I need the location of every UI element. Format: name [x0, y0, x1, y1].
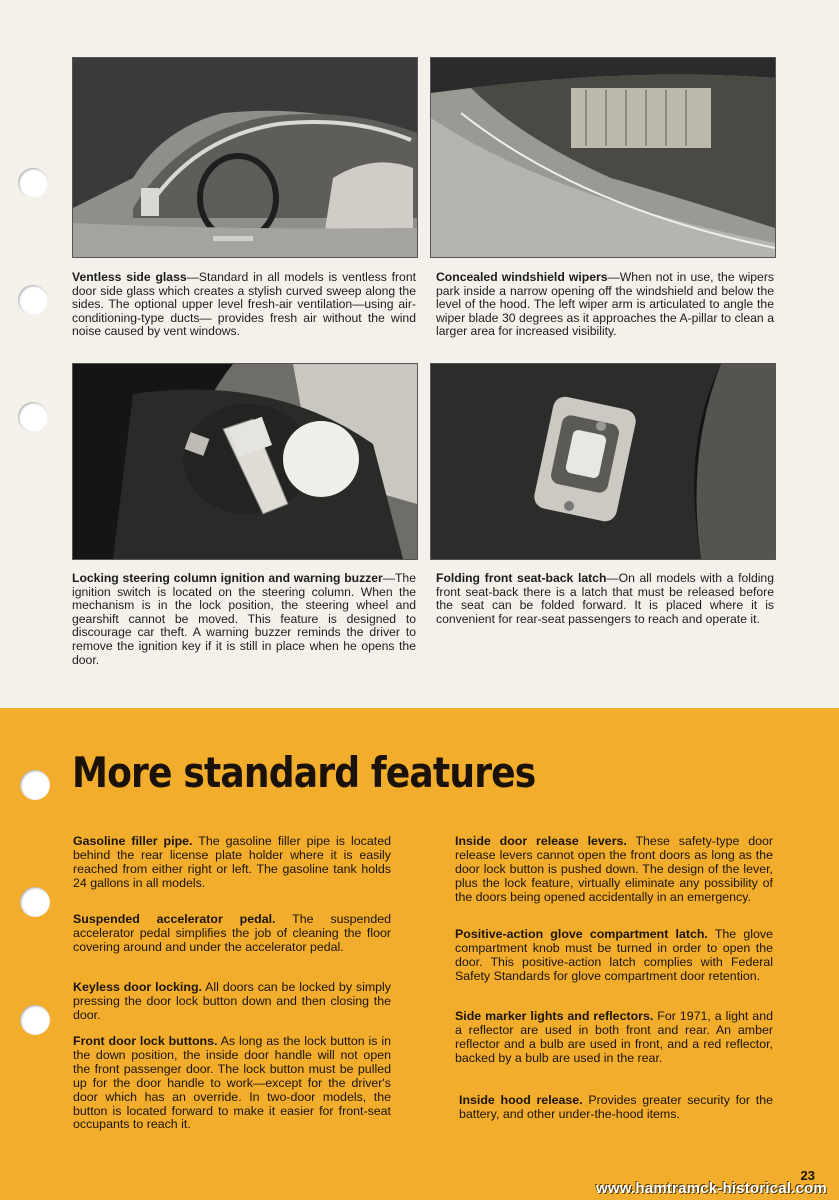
caption-body: —On all models with a folding front seat-back there is a latch that must be released before the seat can be folded forward. It is placed where it is convenient for rear-seat passengers to reach and operate it. — [436, 571, 774, 626]
feature-title: Inside hood release. — [459, 1093, 583, 1107]
watermark-credit: www.hamtramck-historical.com — [596, 1180, 827, 1197]
feature-title: Suspended accelerator pedal. — [73, 912, 276, 926]
feature-inside-door-release-levers — [455, 835, 773, 905]
feature-title: Inside door release levers. — [455, 834, 627, 848]
feature-body: For 1971, a light and a reflector are used in both front and rear. An amber reflector and a bulb are used in front, and a red reflector, backed by a bulb are used in the rear. — [455, 1009, 773, 1065]
binder-hole — [20, 1005, 50, 1035]
caption-body: —The ignition switch is located on the steering column. When the mechanism is in the lock position, the steering wheel and gearshift cannot be moved. This feature is designed to discourage car theft. A warning buzzer reminds the driver to remove the ignition key if it is still in place when he opens the door. — [72, 571, 416, 667]
section-heading: More standard features — [72, 748, 536, 797]
caption-ventless-side-glass — [72, 271, 416, 339]
feature-title: Keyless door locking. — [73, 980, 202, 994]
feature-gasoline-filler-pipe — [73, 835, 391, 891]
binder-hole — [20, 770, 50, 800]
feature-title: Positive-action glove compartment latch. — [455, 927, 708, 941]
feature-glove-compartment-latch — [455, 928, 773, 984]
feature-body: The suspended accelerator pedal simplifies the job of cleaning the floor covering around and under the accelerator pedal. — [73, 912, 391, 954]
binder-hole — [18, 168, 48, 198]
caption-title: Ventless side glass — [72, 270, 187, 284]
feature-body: All doors can be locked by simply pressing the door lock button down and then closing the door. — [73, 980, 392, 1022]
photo-ventless-side-glass — [72, 57, 418, 258]
photo-steering-column-ignition — [72, 363, 418, 560]
page-number: 23 — [800, 1168, 815, 1183]
feature-side-marker-lights — [455, 1010, 773, 1066]
feature-title: Side marker lights and reflectors. — [455, 1009, 654, 1023]
caption-title: Locking steering column ignition and warning buzzer — [72, 571, 383, 585]
binder-hole — [18, 285, 48, 315]
feature-front-door-lock-buttons — [73, 1035, 391, 1132]
feature-body: As long as the lock button is in the down position, the inside door handle will not open the front passenger door. The lock button must be pulled up for the door handle to work—except for the driver's door which has an override. In two-door models, the button is located forward to make it easier for front-seat occupants to reach it. — [73, 1034, 391, 1132]
binder-hole — [18, 402, 48, 432]
feature-suspended-accelerator-pedal — [73, 913, 391, 955]
caption-body: —Standard in all models is ventless front door side glass which creates a stylish curved sweep along the sides. The optional upper level fresh-air ventilation—using air-conditioning-type ducts— provides fresh air without the wind noise caused by vent windows. — [72, 270, 416, 339]
caption-title: Concealed windshield wipers — [436, 270, 608, 284]
feature-title: Gasoline filler pipe. — [73, 834, 193, 848]
photo-concealed-wipers — [430, 57, 776, 258]
feature-body: Provides greater security for the battery, and other under-the-hood items. — [459, 1093, 773, 1121]
caption-steering-column-ignition — [72, 572, 416, 667]
caption-seat-back-latch — [436, 572, 774, 626]
caption-body: —When not in use, the wipers park inside a narrow opening off the windshield and below the level of the hood. The left wiper arm is articulated to angle the wiper blade 30 degrees as it approaches the A-pillar to clean a larger area for increased visibility. — [436, 270, 774, 339]
feature-title: Front door lock buttons. — [73, 1034, 218, 1048]
photo-seat-back-latch — [430, 363, 776, 560]
feature-body: These safety-type door release levers cannot open the front doors as long as the door lock button is pushed down. The design of the lever, plus the lock feature, virtually eliminate any possibility of the doors being opened accidentally in an emergency. — [455, 834, 773, 904]
feature-body: The glove compartment knob must be turned in order to open the door. This positive-action latch complies with Federal Safety Standards for glove compartment door retention. — [455, 927, 773, 983]
feature-body: The gasoline filler pipe is located behind the rear license plate holder where it is easily reached from either right or left. The gasoline tank holds 24 gallons in all models. — [73, 834, 391, 890]
feature-inside-hood-release — [459, 1094, 773, 1122]
feature-keyless-door-locking — [73, 981, 391, 1023]
binder-hole — [20, 887, 50, 917]
caption-concealed-wipers — [436, 271, 774, 339]
caption-title: Folding front seat-back latch — [436, 571, 607, 585]
